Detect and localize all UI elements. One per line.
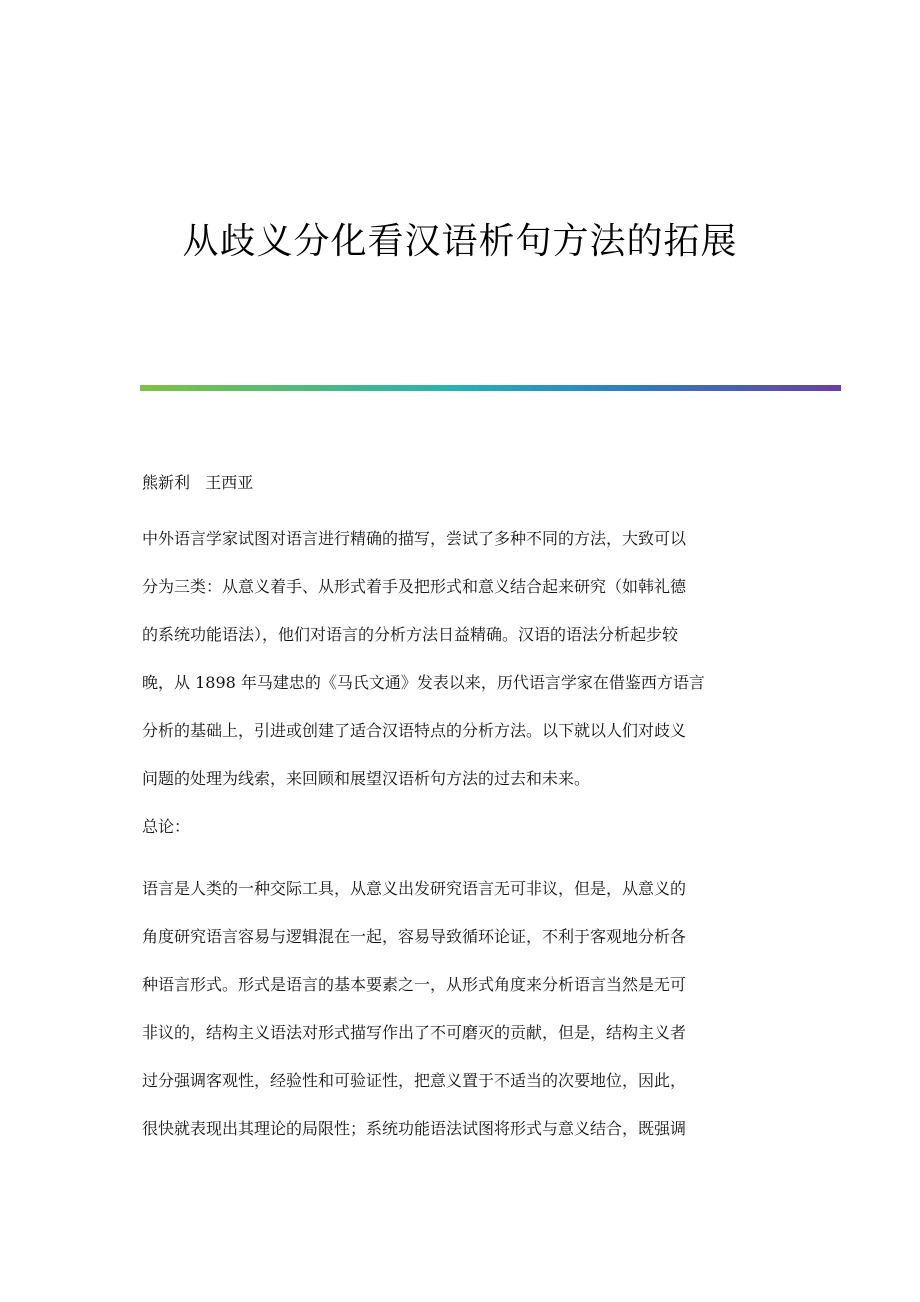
paragraph-line: 很快就表现出其理论的局限性；系统功能语法试图将形式与意义结合，既强调 [142, 1119, 687, 1138]
paragraph-line: 角度研究语言容易与逻辑混在一起，容易导致循环论证，不利于客观地分析各 [142, 927, 687, 946]
paragraph-line: 非议的，结构主义语法对形式描写作出了不可磨灭的贡献，但是，结构主义者 [142, 1023, 687, 1042]
paragraph-intro [142, 515, 782, 803]
section-heading-block [142, 803, 782, 851]
paragraph-line: 中外语言学家试图对语言进行精确的描写，尝试了多种不同的方法，大致可以 [142, 529, 687, 548]
document-title: 从歧义分化看汉语析句方法的拓展 [182, 221, 738, 262]
paragraph-line: 种语言形式。形式是语言的基本要素之一，从形式角度来分析语言当然是无可 [142, 975, 687, 994]
paragraph-overview [142, 865, 782, 1153]
paragraph-line: 问题的处理为线索，来回顾和展望汉语析句方法的过去和未来。 [142, 769, 591, 788]
title-divider-rule [140, 385, 841, 391]
paragraph-line: 分析的基础上，引进或创建了适合汉语特点的分析方法。以下就以人们对歧义 [142, 721, 687, 740]
paragraph-line: 语言是人类的一种交际工具，从意义出发研究语言无可非议，但是，从意义的 [142, 879, 687, 898]
section-heading: 总论： [142, 817, 191, 836]
paragraph-line: 的系统功能语法），他们对语言的分析方法日益精确。汉语的语法分析起步较 [142, 625, 679, 644]
paragraph-line: 分为三类：从意义着手、从形式着手及把形式和意义结合起来研究（如韩礼德 [142, 577, 687, 596]
author-line: 熊新利 王西亚 [142, 473, 254, 492]
paragraph-line: 晚，从 1898 年马建忠的《马氏文通》发表以来，历代语言学家在借鉴西方语言 [142, 673, 705, 692]
paragraph-line: 过分强调客观性，经验性和可验证性，把意义置于不适当的次要地位，因此， [142, 1071, 687, 1090]
